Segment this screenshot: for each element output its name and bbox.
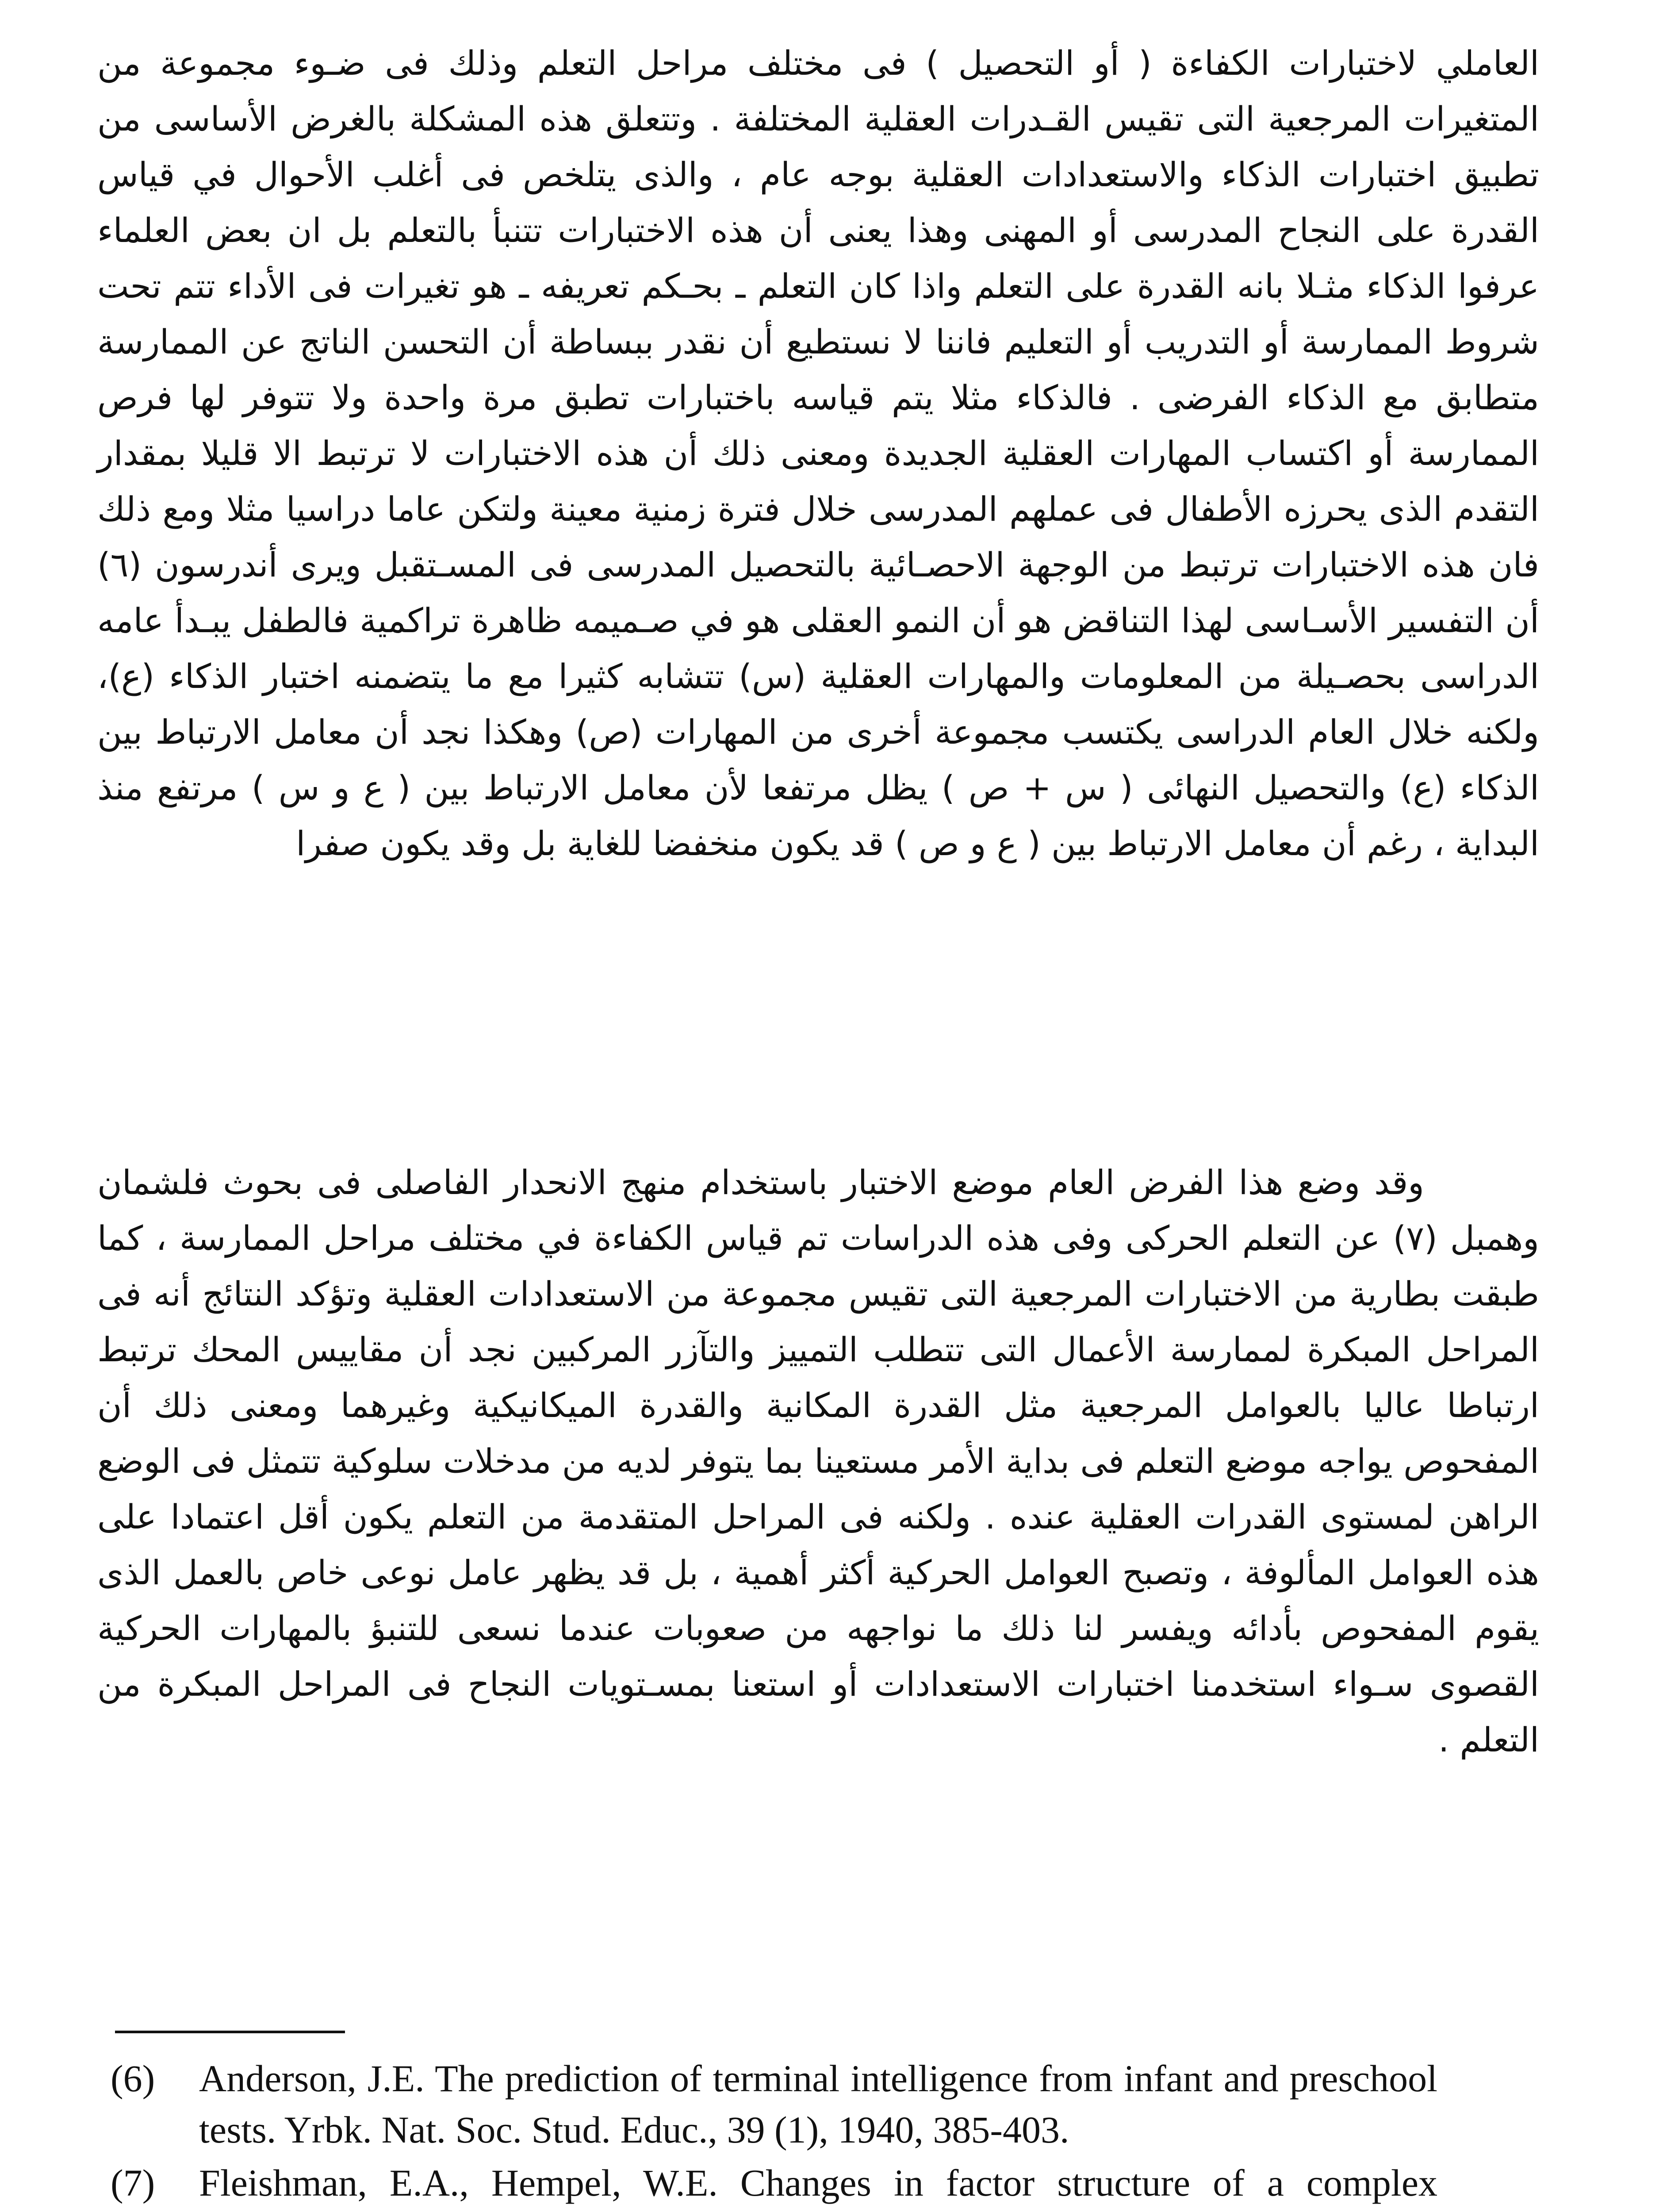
footnote-number: (7) bbox=[111, 2162, 155, 2204]
footnote-divider bbox=[115, 2031, 345, 2033]
document-page bbox=[97, 35, 1539, 2212]
body-paragraph-1: العاملي لاختبارات الكفاءة ( أو التحصيل ) فى مختلف مراحل التعلم وذلك فى ضـوء مجموعة من المتغيرات المرجعية التى تقيس القـدرات العقلية المختلفة . وتتعلق هذه المشكلة بالغرض الأساسى من تطبيق اختبارات الذكاء والاستعدادات العقلية بوجه عام ، والذى يتلخص فى أغلب الأحوال في قياس القدرة على النجاح المدرسى أو المهنى وهذا يعنى أن هذه الاختبارات تتنبأ بالتعلم بل ان بعض العلماء عرفوا الذكاء مثـلا بانه القدرة على التعلم واذا كان التعلم ـ بحـكم تعريفه ـ هو تغيرات فى الأداء تتم تحت شروط الممارسة أو التدريب أو التعليم فاننا لا نستطيع أن نقدر ببساطة أن التحسن الناتج عن الممارسة متطابق مع الذكاء الفرضى . فالذكاء مثلا يتم قياسه باختبارات تطبق مرة واحدة ولا تتوفر لها فرص الممارسة أو اكتساب المهارات العقلية الجديدة ومعنى ذلك أن هذه الاختبارات لا ترتبط الا قليلا بمقدار التقدم الذى يحرزه الأطفال فى عملهم المدرسى خلال فترة زمنية معينة ولتكن عاما دراسيا مثلا ومع ذلك فان هذه الاختبارات ترتبط من الوجهة الاحصـائية بالتحصيل المدرسى فى المسـتقبل ويرى أندرسون (٦) أن التفسير الأسـاسى لهذا التناقض هو أن النمو العقلى هو في صـميمه ظاهرة تراكمية فالطفل يبـدأ عامه الدراسى بحصـيلة من المعلومات والمهارات العقلية (س) تتشابه كثيرا مع ما يتضمنه اختبار الذكاء (ع)، ولكنه خلال العام الدراسى يكتسب مجموعة أخرى من المهارات (ص) وهكذا نجد أن معامل الارتباط بين الذكاء (ع) والتحصيل النهائى ( س + ص ) يظل مرتفعا لأن معامل الارتباط بين ( ع و س ) مرتفع منذ البداية ، رغم أن معامل الارتباط بين ( ع و ص ) قد يكون منخفضا للغاية بل وقد يكون صفرا bbox=[97, 43, 1539, 863]
body-paragraph-2: وقد وضع هذا الفرض العام موضع الاختبار باستخدام منهج الانحدار الفاصلى فى بحوث فلشمان وهمبل (٧) عن التعلم الحركى وفى هذه الدراسات تم قياس الكفاءة في مختلف مراحل الممارسة ، كما طبقت بطارية من الاختبارات المرجعية التى تقيس مجموعة من الاستعدادات العقلية وتؤكد النتائج أنه فى المراحل المبكرة لممارسة الأعمال التى تتطلب التمييز والتآزر المركبين نجد أن مقاييس المحك ترتبط ارتباطا عاليا بالعوامل المرجعية مثل القدرة المكانية والقدرة الميكانيكية وغيرهما ومعنى ذلك أن المفحوص يواجه موضع التعلم فى بداية الأمر مستعينا بما يتوفر لديه من مدخلات سلوكية تتمثل فى الوضع الراهن لمستوى القدرات العقلية عنده . ولكنه فى المراحل المتقدمة من التعلم يكون أقل اعتمادا على هذه العوامل المألوفة ، وتصبح العوامل الحركية أكثر أهمية ، بل قد يظهر عامل نوعى خاص بالعمل الذى يقوم المفحوص بأدائه ويفسر لنا ذلك ما نواجهه من صعوبات عندما نسعى للتنبؤ بالمهارات الحركية القصوى سـواء استخدمنا اختبارات الاستعدادات أو استعنا بمسـتويات النجاح فى المراحل المبكرة من التعلم . bbox=[97, 1163, 1540, 1759]
footnote-text: Fleishman, E.A., Hempel, W.E. Changes in factor structure of a complex bbox=[199, 2162, 1437, 2204]
footnote-number: (6) bbox=[111, 2057, 155, 2100]
footnote-text: Anderson, J.E. The prediction of terminal intelligence from infant and preschool tests. Yrbk. Nat. Soc. Stud. Educ., 39 (1), 1940, 385-403. bbox=[199, 2057, 1437, 2151]
footnote-7 bbox=[111, 2157, 1437, 2212]
footnote-6 bbox=[111, 2053, 1437, 2155]
footnotes bbox=[111, 2053, 1437, 2212]
